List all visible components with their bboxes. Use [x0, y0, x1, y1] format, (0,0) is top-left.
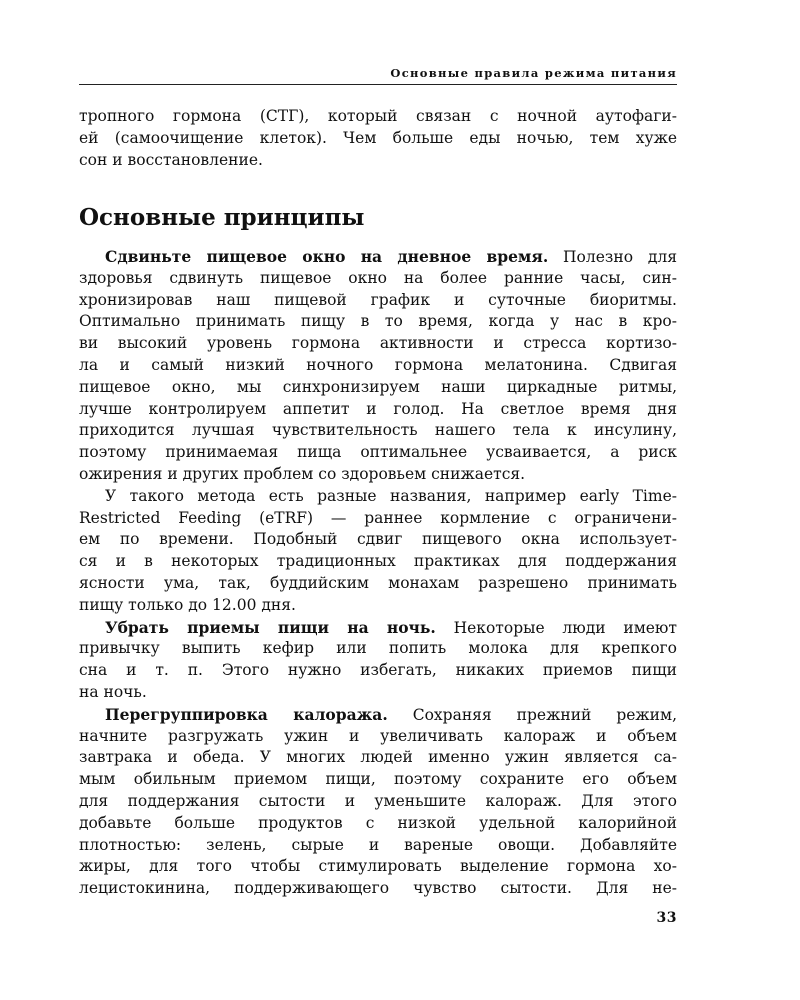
text-line: сна и т. п. Этого нужно избегать, никаких приемов пищи	[79, 661, 677, 680]
page-number: 33	[656, 910, 677, 926]
text-line: начните разгружать ужин и увеличивать калораж и объем	[79, 726, 677, 745]
paragraph-1-first-line	[79, 246, 677, 268]
text-line: завтрака и обеда. У многих людей именно ужин является са-	[79, 748, 677, 767]
paragraph-3-lead: Убрать приемы пищи на ночь.	[105, 617, 436, 637]
section-heading: Основные принципы	[79, 204, 365, 231]
text-line: добавьте больше продуктов с низкой удельной калорийной	[79, 813, 677, 832]
paragraph-4-lead: Перегруппировка калоража.	[105, 704, 388, 724]
text-line: для поддержания сытости и уменьшите калораж. Для этого	[79, 791, 677, 810]
paragraph-1-lead: Сдвиньте пищевое окно на дневное время.	[105, 247, 549, 266]
text-line: жиры, для того чтобы стимулировать выделение гормона хо-	[79, 857, 677, 876]
running-header: Основные правила режима питания	[79, 64, 677, 85]
text-line: здоровья сдвинуть пищевое окно на более ранние часы, син-	[79, 268, 677, 287]
text-line: ся и в некоторых традиционных практиках для поддержания	[79, 552, 677, 571]
text-line: У такого метода есть разные названия, например early Time-	[105, 486, 677, 505]
text-line: ви высокий уровень гормона активности и стресса кортизо-	[79, 334, 677, 353]
paragraph-1-lead-rest: Полезно для	[548, 248, 677, 266]
text-line: Оптимально принимать пищу в то время, когда у нас в кро-	[79, 312, 677, 331]
text-line: на ночь.	[79, 682, 147, 701]
text-line: тропного гормона (СТГ), который связан с ночной аутофаги-	[79, 107, 677, 125]
paragraph-3-first-line	[79, 617, 677, 639]
paragraph-3-lead-rest: Некоторые люди имеют	[435, 618, 677, 637]
text-line: ей (самоочищение клеток). Чем больше еды ночью, тем хуже	[79, 128, 677, 147]
text-line: ла и самый низкий ночного гормона мелатонина. Сдвигая	[79, 355, 677, 374]
paragraph-4-lead-rest: Сохраняя прежний режим,	[387, 705, 677, 724]
text-line: ожирения и других проблем со здоровьем снижается.	[79, 464, 526, 483]
paragraph-4-first-line	[79, 704, 677, 726]
intro-paragraph	[79, 106, 677, 171]
text-line: лучше контролируем аппетит и голод. На светлое время дня	[79, 399, 677, 418]
section-body	[79, 246, 677, 900]
text-line: приходится лучшая чувствительность нашего тела к инсулину,	[79, 421, 677, 440]
text-line: поэтому принимаемая пища оптимальнее усваивается, а риск	[79, 443, 677, 462]
text-line: ясности ума, так, буддийским монахам разрешено принимать	[79, 573, 677, 592]
book-page	[79, 0, 677, 1000]
text-line: Restricted Feeding (eTRF) — раннее кормление с ограничени-	[79, 508, 677, 527]
text-line: пищевое окно, мы синхронизируем наши циркадные ритмы,	[79, 377, 677, 396]
text-line: пищу только до 12.00 дня.	[79, 595, 296, 614]
text-line: привычку выпить кефир или попить молока для крепкого	[79, 639, 677, 658]
text-line: мым обильным приемом пищи, поэтому сохраните его объем	[79, 770, 677, 789]
text-line: сон и восстановление.	[79, 150, 263, 169]
text-line: плотностью: зелень, сырые и вареные овощи. Добавляйте	[79, 835, 677, 854]
text-line: ем по времени. Подобный сдвиг пищевого окна использует-	[79, 530, 677, 549]
text-line: хронизировав наш пищевой график и суточные биоритмы.	[79, 290, 677, 309]
text-line: лецистокинина, поддерживающего чувство сытости. Для не-	[79, 879, 677, 898]
